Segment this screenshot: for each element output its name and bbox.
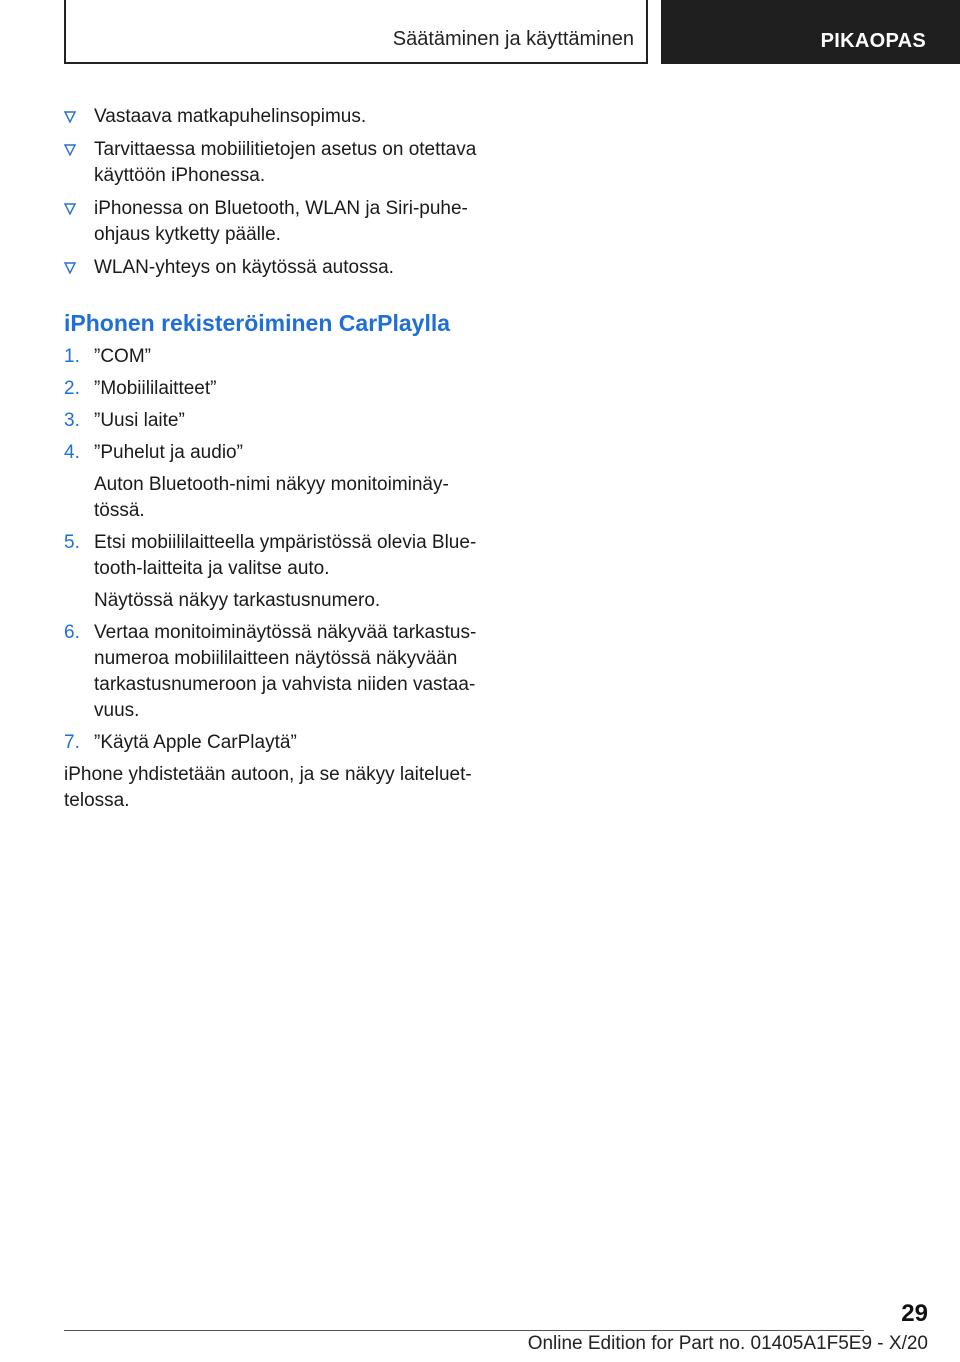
step-text: ”Käytä Apple CarPlaytä”	[94, 732, 297, 753]
header-chapter-tab	[661, 0, 960, 64]
step-item	[64, 620, 484, 724]
result-text: iPhone yhdistetään autoon, ja se näkyy laiteluettelossa.	[64, 764, 472, 811]
list-item-text: iPhonessa on Bluetooth, WLAN ja Siri-puheohjaus kytketty päälle.	[94, 198, 468, 245]
page-content	[64, 104, 484, 814]
step-item	[64, 344, 484, 370]
step-text: Vertaa monitoiminäytössä näkyvää tarkastusnumeroa mobiililaitteen näytössä näkyvään tarkastusnumeroon ja vahvista niiden vastaavuus.	[94, 622, 477, 721]
step-text: ”COM”	[94, 346, 151, 367]
list-item	[64, 137, 484, 189]
step-note: Näytössä näkyy tarkastusnumero.	[94, 590, 381, 611]
step-number: 5.	[64, 532, 80, 553]
step-item	[64, 376, 484, 402]
step-text: ”Puhelut ja audio”	[94, 442, 243, 463]
step-item	[64, 730, 484, 756]
step-note: Auton Bluetooth-nimi näkyy monitoiminäytössä.	[94, 474, 449, 521]
step-number: 1.	[64, 346, 80, 367]
section-title: Säätäminen ja käyttäminen	[392, 28, 634, 50]
step-text: ”Uusi laite”	[94, 410, 185, 431]
chapter-title: PIKAOPAS	[820, 30, 926, 52]
step-text: Etsi mobiililaitteella ympäristössä olevia Bluetooth-laitteita ja valitse auto.	[94, 532, 477, 579]
footer-divider	[64, 1330, 864, 1331]
step-number: 7.	[64, 732, 80, 753]
step-item	[64, 408, 484, 434]
page-number: 29	[901, 1300, 928, 1327]
list-item-text: Tarvittaessa mobiilitietojen asetus on otettava käyttöön iPhonessa.	[94, 139, 477, 186]
list-item	[64, 104, 484, 130]
prerequisite-list	[64, 104, 484, 281]
triangle-bullet-icon	[64, 137, 78, 163]
step-item	[64, 530, 484, 614]
triangle-bullet-icon	[64, 196, 78, 222]
triangle-bullet-icon	[64, 104, 78, 130]
step-number: 2.	[64, 378, 80, 399]
step-number: 6.	[64, 622, 80, 643]
footer-edition-text: Online Edition for Part no. 01405A1F5E9 - X/20	[527, 1333, 928, 1354]
section-heading: iPhonen rekisteröiminen CarPlaylla	[64, 310, 451, 336]
list-item	[64, 255, 484, 281]
step-list	[64, 344, 484, 756]
step-item	[64, 440, 484, 524]
list-item	[64, 196, 484, 248]
step-text: ”Mobiililaitteet”	[94, 378, 217, 399]
step-number: 4.	[64, 442, 80, 463]
step-number: 3.	[64, 410, 80, 431]
header-section-tab	[64, 0, 648, 64]
list-item-text: WLAN-yhteys on käytössä autossa.	[94, 257, 394, 278]
list-item-text: Vastaava matkapuhelinsopimus.	[94, 106, 367, 127]
triangle-bullet-icon	[64, 255, 78, 281]
